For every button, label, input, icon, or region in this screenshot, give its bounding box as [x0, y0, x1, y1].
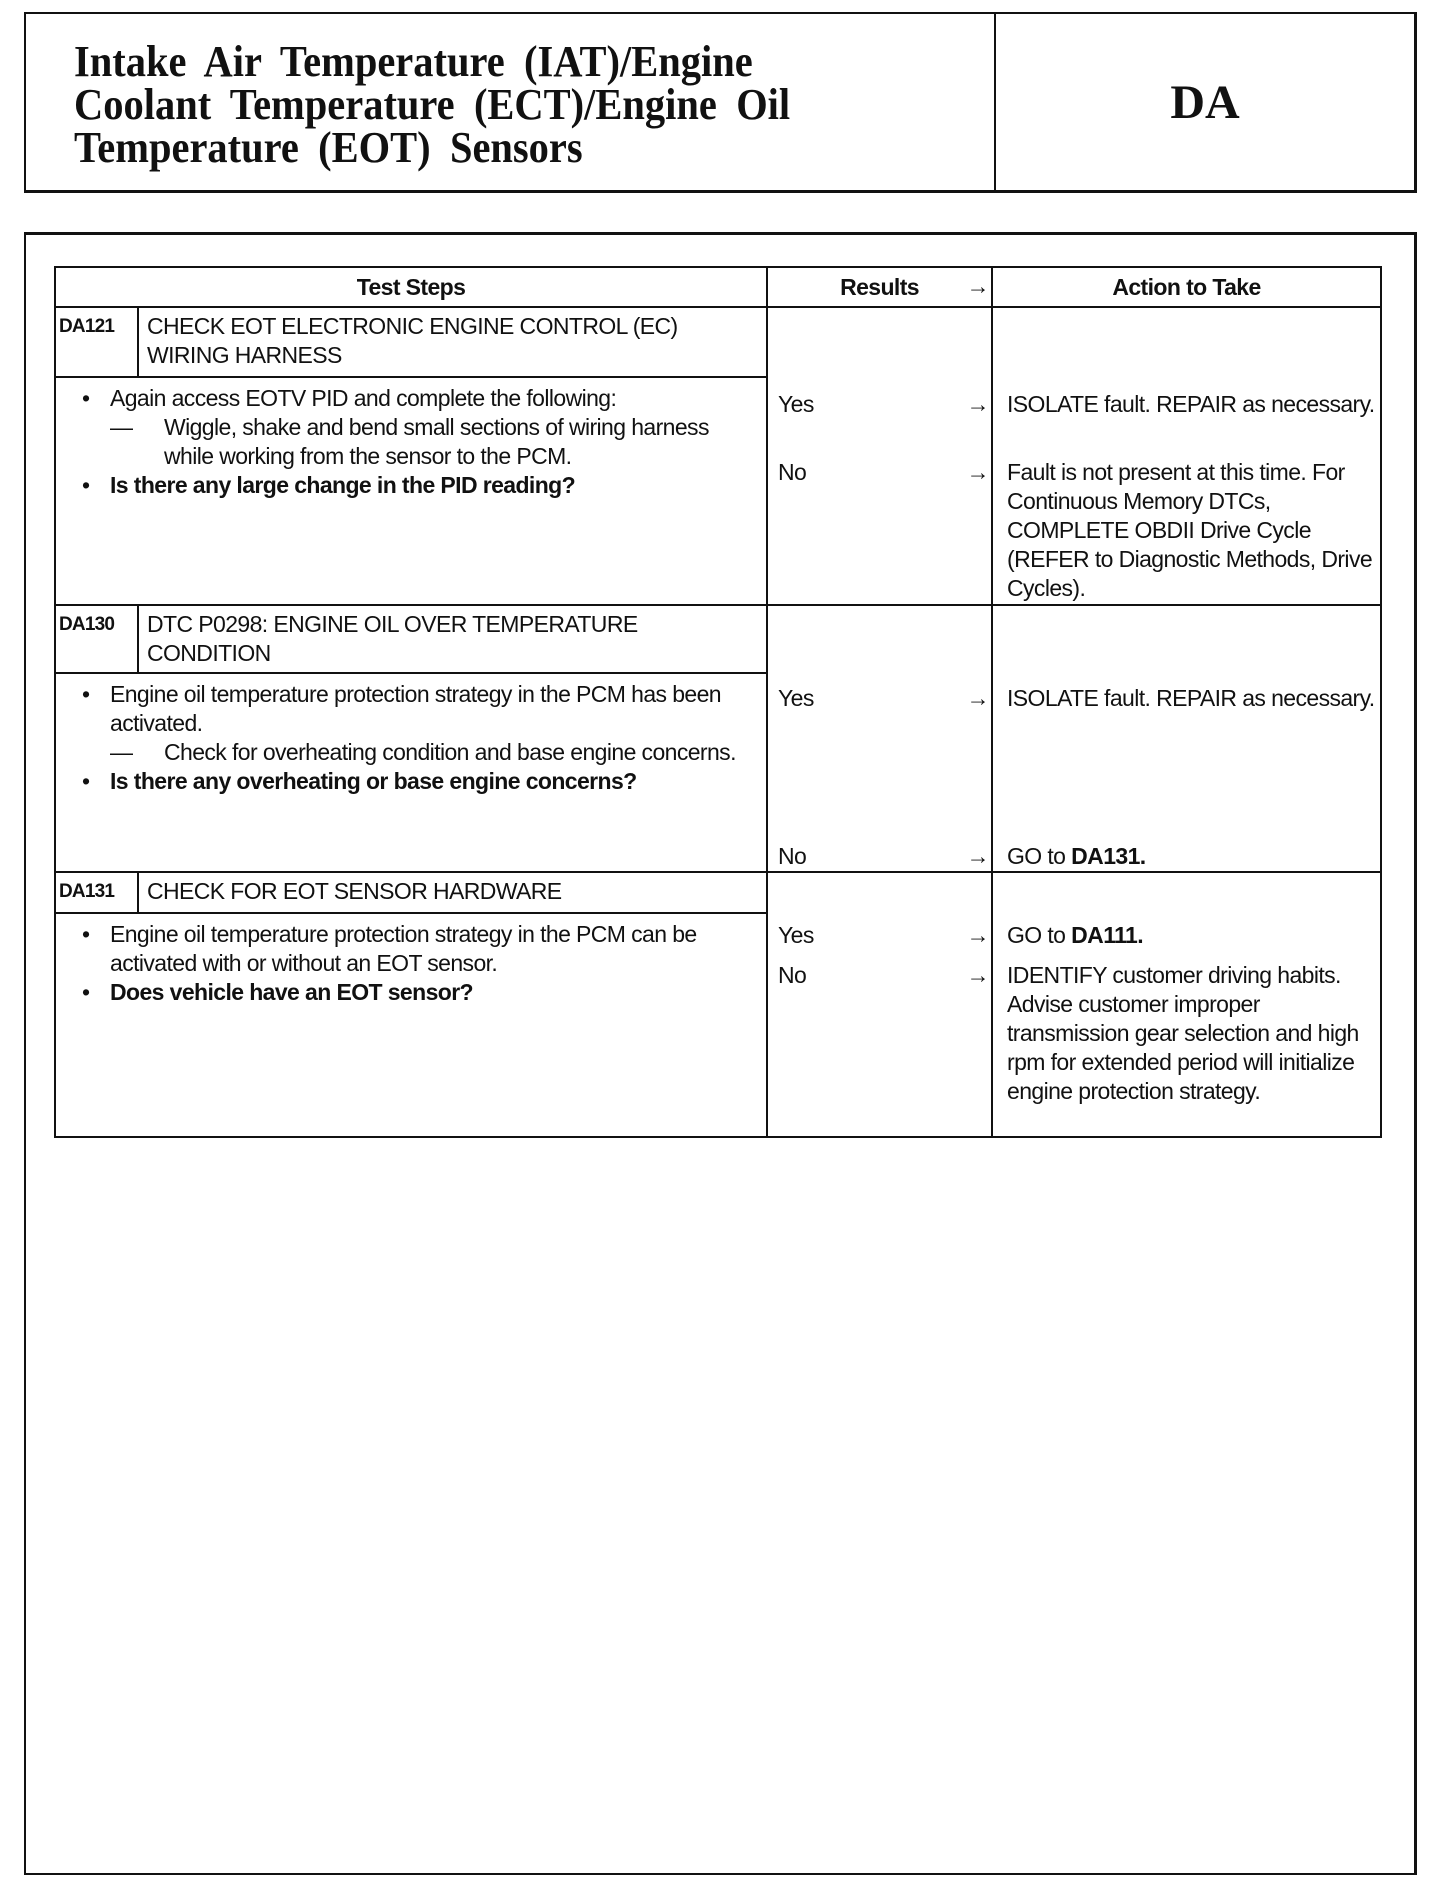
step-id: DA121 — [55, 307, 138, 377]
action-no: Fault is not present at this time. For Continuous Memory DTCs, COMPLETE OBDII Drive Cycle (REFER to Diagnostic Methods, Drive Cycles). — [1007, 459, 1373, 601]
arrow-icon: → — [966, 922, 990, 948]
result-no: No — [778, 459, 807, 485]
results-cell — [767, 605, 992, 872]
step-title-row — [55, 307, 1381, 377]
arrow-icon: → — [966, 685, 990, 711]
step-title-row — [55, 872, 1381, 913]
test-steps-table — [54, 266, 1382, 1138]
goto-link[interactable]: DA111. — [1071, 922, 1144, 948]
arrow-icon: → — [966, 962, 990, 988]
step-title: CHECK FOR EOT SENSOR HARDWARE — [138, 872, 767, 913]
action-cell — [992, 872, 1381, 1137]
step-subitem: — Wiggle, shake and bend small sections of wiring harness while working from the sensor to the PCM. — [110, 414, 709, 469]
action-cell — [992, 307, 1381, 605]
header-action: Action to Take — [992, 267, 1381, 307]
header-results — [767, 267, 992, 307]
table-header-row — [55, 267, 1381, 307]
step-question — [68, 471, 756, 500]
action-no: IDENTIFY customer driving habits. Advise customer improper transmission gear selection and high rpm for extended period will initialize engine protection strategy. — [1007, 962, 1359, 1104]
result-yes: Yes — [778, 391, 814, 417]
page-title: Intake Air Temperature (IAT)/Engine Coolant Temperature (ECT)/Engine Oil Temperature (EOT) Sensors — [74, 37, 791, 172]
action-prefix: GO to — [1007, 922, 1066, 948]
page-header — [24, 12, 1417, 193]
question-text: Is there any large change in the PID reading? — [110, 472, 576, 498]
result-yes: Yes — [778, 685, 814, 711]
action-yes — [1007, 921, 1376, 950]
step-body — [55, 913, 767, 1137]
result-no: No — [778, 843, 807, 869]
step-bullet: • Engine oil temperature protection strategy in the PCM has been activated. — [68, 680, 756, 738]
action-no — [1007, 842, 1376, 871]
step-title-row — [55, 605, 1381, 673]
question-text: Is there any overheating or base engine concerns? — [110, 768, 637, 794]
arrow-icon: → — [966, 391, 990, 417]
results-cell — [767, 872, 992, 1137]
arrow-icon: → — [966, 459, 990, 485]
results-label: Results — [840, 273, 919, 300]
goto-link[interactable]: DA131. — [1071, 843, 1146, 869]
result-no: No — [778, 962, 807, 988]
step-id: DA131 — [55, 872, 138, 913]
step-question — [68, 767, 756, 796]
arrow-icon: → — [966, 273, 990, 299]
step-bullet: • Again access EOTV PID and complete the following: — [68, 384, 756, 413]
step-question — [68, 978, 756, 1007]
question-text: Does vehicle have an EOT sensor? — [110, 979, 474, 1005]
action-cell — [992, 605, 1381, 872]
subitem-text: Check for overheating condition and base engine concerns. — [164, 739, 736, 765]
action-prefix: GO to — [1007, 843, 1066, 869]
step-bullet: • Engine oil temperature protection strategy in the PCM can be activated with or without an EOT sensor. — [68, 920, 756, 978]
action-yes: ISOLATE fault. REPAIR as necessary. — [1007, 391, 1375, 417]
step-body — [55, 377, 767, 605]
subitem-text: Wiggle, shake and bend small sections of wiring harness while working from the sensor to the PCM. — [164, 414, 709, 469]
header-test-steps: Test Steps — [55, 267, 767, 307]
section-code: DA — [1170, 75, 1240, 129]
result-yes: Yes — [778, 922, 814, 948]
results-cell — [767, 307, 992, 605]
step-title: CHECK EOT ELECTRONIC ENGINE CONTROL (EC) WIRING HARNESS — [138, 307, 767, 377]
step-id: DA130 — [55, 605, 138, 673]
step-title: DTC P0298: ENGINE OIL OVER TEMPERATURE CONDITION — [138, 605, 767, 673]
action-yes: ISOLATE fault. REPAIR as necessary. — [1007, 685, 1375, 711]
step-subitem: — Check for overheating condition and base engine concerns. — [110, 739, 736, 765]
arrow-icon: → — [966, 843, 990, 869]
step-body — [55, 673, 767, 872]
